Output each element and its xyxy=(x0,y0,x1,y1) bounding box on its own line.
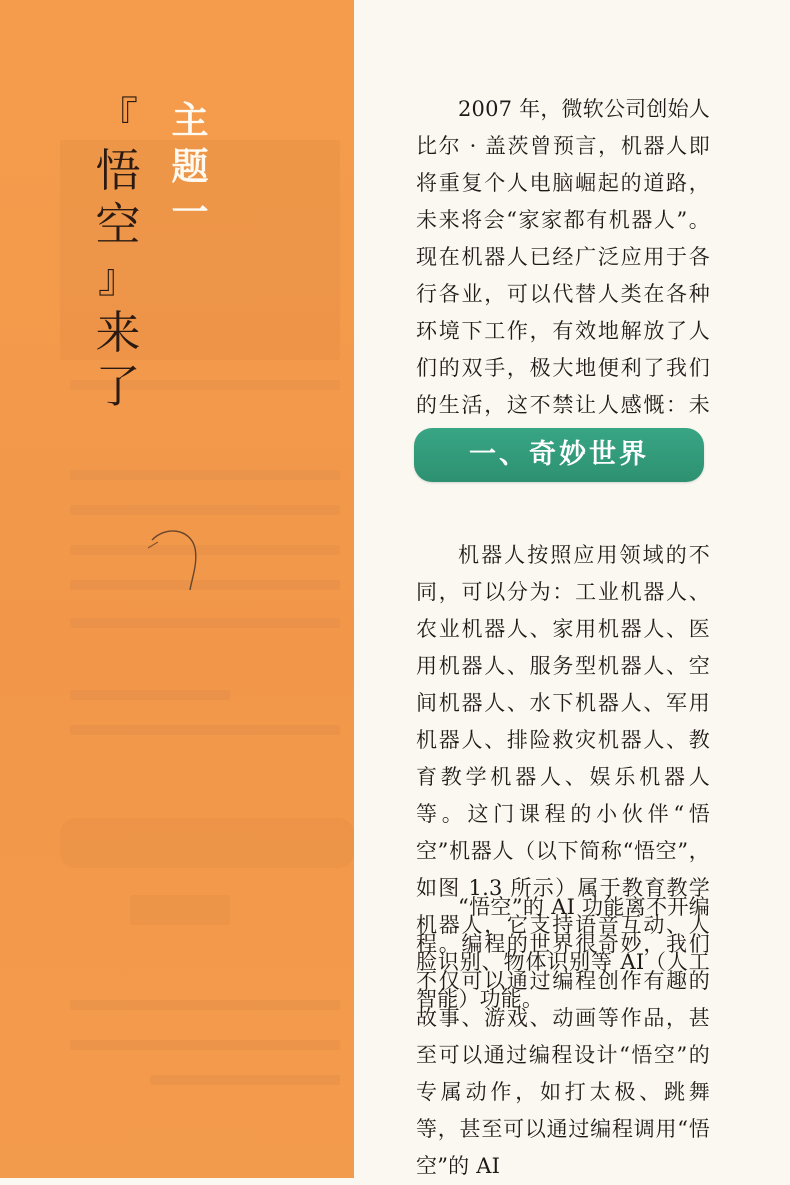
section-heading-pill xyxy=(414,428,704,482)
bleed-through-line xyxy=(70,1000,340,1010)
theme-label-char: 题 xyxy=(171,145,209,188)
pen-mark xyxy=(140,518,210,598)
title-char: 了 xyxy=(95,360,141,413)
body-paragraph: 机器人按照应用领域的不同，可以分为：工业机器人、农业机器人、家用机器人、医用机器人、服务型机器人、空间机器人、水下机器人、军用机器人、排险救灾机器人、教育教学机器人、娱乐机器人等。这门课程的小伙伴“悟空”机器人（以下简称“悟空”，如图 1.3 所示）属于教育教学机器人，它支持语音互动、人脸识别、物体识别等 AI（人工智能）功能。 xyxy=(416,543,710,1011)
theme-label-char: 主 xyxy=(171,99,209,142)
bleed-through-line xyxy=(70,505,340,515)
bleed-through-line xyxy=(70,470,340,480)
title-char: 空 xyxy=(95,198,141,251)
bleed-through-line xyxy=(70,725,340,735)
bleed-through-line xyxy=(70,618,340,628)
title-char: 悟 xyxy=(95,144,141,197)
body-paragraph: “悟空”的 AI 功能离不开编程。编程的世界很奇妙，我们不仅可以通过编程创作有趣的故事、游戏、动画等作品，甚至可以通过编程设计“悟空”的专属动作，如打太极、跳舞等，甚至可以通过编程调用“悟空”的 AI xyxy=(416,895,710,1178)
title-char: 来 xyxy=(95,306,141,359)
title-char: 』 xyxy=(98,256,138,302)
bleed-through-line xyxy=(150,1075,340,1085)
theme-title xyxy=(90,90,146,414)
section-heading: 一、奇妙世界 xyxy=(469,439,649,470)
title-char: 『 xyxy=(98,94,138,140)
intro-paragraph: 2007 年，微软公司创始人比尔 · 盖茨曾预言，机器人即将重复个人电脑崛起的道路，未来将会“家家都有机器人”。现在机器人已经广泛应用于各行各业，可以代替人类在各种环境下工作，有效地解放了人们的双手，极大地便利了我们的生活，这不禁让人感慨：未 xyxy=(416,97,710,417)
bleed-through-bar xyxy=(60,818,354,868)
theme-label-char: 一 xyxy=(171,191,209,234)
bleed-through-line xyxy=(70,690,230,700)
bleed-through-block xyxy=(130,895,230,925)
bleed-through-line xyxy=(70,1040,340,1050)
left-orange-panel xyxy=(0,0,354,1178)
theme-label xyxy=(168,98,212,236)
